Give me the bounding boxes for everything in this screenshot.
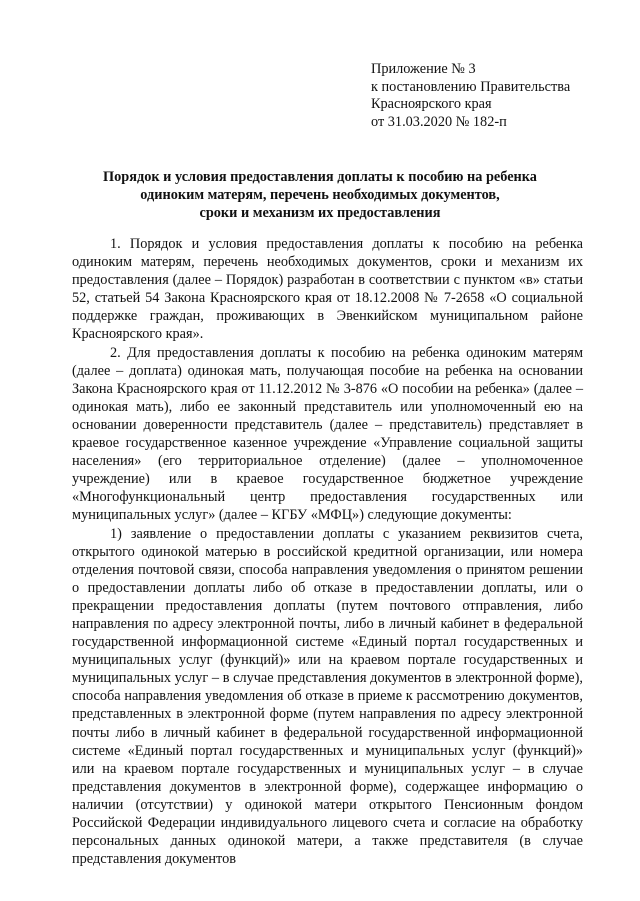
paragraph-2: 2. Для предоставления доплаты к пособию на ребенка одиноким матерям (далее – доплата) одинокая мать, получающая пособие на ребенка на основании Закона Красноярского края от 11.12.2012 № 3-876 «О пособии на ребенка» (далее – одинокая мать), либо ее законный представитель или уполномоченный ею на основании доверенности представитель (далее – представитель) представляет в краевое государственное казенное учреждение «Управление социальной защиты населения» (его территориальное отделение) (далее – уполномоченное учреждение) или в краевое государственное бюджетное учреждение «Многофункциональный центр предоставления государственных или муниципальных услуг» (далее – КГБУ «МФЦ») следующие документы:	[72, 344, 583, 524]
title-line-2: одиноким матерям, перечень необходимых документов,	[140, 187, 500, 203]
document-body	[72, 235, 583, 868]
appendix-header	[371, 61, 570, 131]
title-line-3: сроки и механизм их предоставления	[199, 205, 441, 221]
title-line-1: Порядок и условия предоставления доплаты к пособию на ребенка	[103, 169, 537, 185]
paragraph-1: 1. Порядок и условия предоставления доплаты к пособию на ребенка одиноким матерям, перечень необходимых документов, сроки и механизм их предоставления (далее – Порядок) разработан в соответствии с пунктом «в» статьи 52, статьей 54 Закона Красноярского края от 18.12.2008 № 7-2658 «О социальной поддержке граждан, проживающих в Эвенкийском муниципальном районе Красноярского края».	[72, 236, 583, 343]
document-title	[60, 168, 580, 222]
appendix-date: от 31.03.2020 № 182-п	[371, 113, 507, 130]
paragraph-2-item-1: 1) заявление о предоставлении доплаты с указанием реквизитов счета, открытого одинокой матерью в российской кредитной организации, или номера отделения почтовой связи, способа направления уведомления о принятом решении о предоставлении доплаты либо об отказе в предоставлении доплаты, или о прекращении предоставления доплаты (путем почтового отправления, либо направления по адресу электронной почты, либо в личный кабинет в федеральной государственной информационной системе «Единый портал государственных и муниципальных услуг (функций)» или на краевом портале государственных и муниципальных услуг – в случае представления документов в электронной форме), способа направления уведомления об отказе в приеме к рассмотрению документов, представленных в электронной форме (путем направления по адресу электронной почты либо в личный кабинет в федеральной государственной информационной системе «Единый портал государственных и муниципальных услуг (функций)» или на краевом портале государственных и муниципальных услуг – в случае представления документов в электронной форме), содержащее информацию о наличии (отсутствии) у одинокой матери открытого Пенсионным фондом Российской Федерации индивидуального лицевого счета и согласие на обработку персональных данных одинокой матери, а также представителя (в случае представления документов	[72, 525, 583, 868]
appendix-region: Красноярского края	[371, 96, 492, 112]
appendix-number: Приложение № 3	[371, 61, 476, 77]
appendix-reference: к постановлению Правительства	[371, 78, 571, 95]
